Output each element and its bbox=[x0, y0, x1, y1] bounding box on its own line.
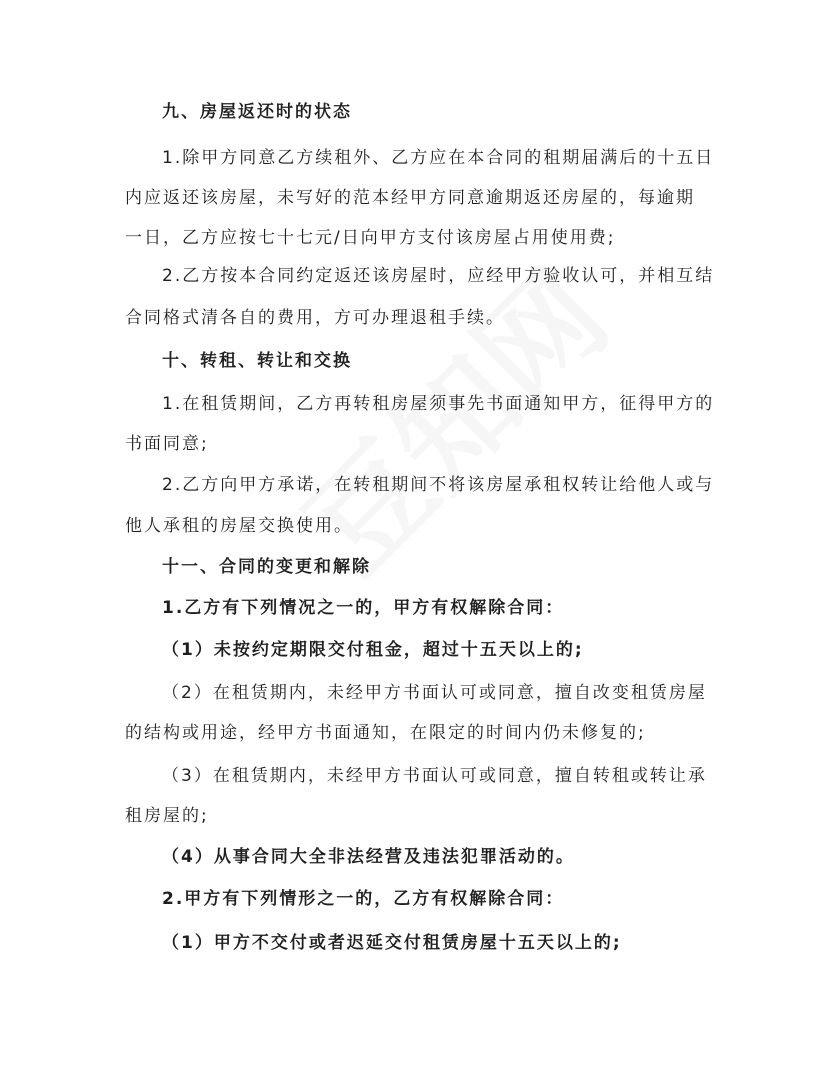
list-item: （3）在租赁期内，未经甲方书面认可或同意，擅自转租或转让承 bbox=[162, 766, 707, 786]
section-heading-10: 十、转租、转让和交换 bbox=[162, 351, 352, 371]
paragraph-line: 2.乙方向甲方承诺，在转租期间不将该房屋承租权转让给他人或与 bbox=[162, 475, 715, 495]
section-heading-11: 十一、合同的变更和解除 bbox=[162, 557, 371, 577]
paragraph-line: 内应返还该房屋，未写好的范本经甲方同意逾期返还房屋的，每逾期 bbox=[125, 188, 695, 208]
paragraph-line: 1.乙方有下列情况之一的，甲方有权解除合同： bbox=[162, 598, 565, 618]
paragraph-line: 的结构或用途，经甲方书面通知，在限定的时间内仍未修复的; bbox=[125, 723, 646, 743]
list-item: （1）未按约定期限交付租金，超过十五天以上的; bbox=[162, 640, 584, 660]
section-heading-9: 九、房屋返还时的状态 bbox=[162, 102, 352, 122]
paragraph-line: 书面同意; bbox=[125, 434, 209, 454]
paragraph-line: 1.除甲方同意乙方续租外、乙方应在本合同的租期届满后的十五日 bbox=[162, 148, 715, 168]
list-item: （1）甲方不交付或者迟延交付租赁房屋十五天以上的; bbox=[162, 933, 622, 953]
paragraph-line: 2.乙方按本合同约定返还该房屋时，应经甲方验收认可，并相互结 bbox=[162, 266, 715, 286]
paragraph-line: 1.在租赁期间，乙方再转租房屋须事先书面通知甲方，征得甲方的 bbox=[162, 394, 715, 414]
paragraph-line: 合同格式清各自的费用，方可办理退租手续。 bbox=[125, 308, 505, 328]
paragraph-line: 2.甲方有下列情形之一的，乙方有权解除合同： bbox=[162, 889, 565, 909]
paragraph-line: 他人承租的房屋交换使用。 bbox=[125, 516, 353, 536]
paragraph-line: 一日，乙方应按七十七元/日向甲方支付该房屋占用使用费; bbox=[125, 228, 616, 248]
list-item: （2）在租赁期内，未经甲方书面认可或同意，擅自改变租赁房屋 bbox=[162, 683, 707, 703]
paragraph-line: 租房屋的; bbox=[125, 806, 209, 826]
list-item: （4）从事合同大全非法经营及违法犯罪活动的。 bbox=[162, 847, 575, 867]
